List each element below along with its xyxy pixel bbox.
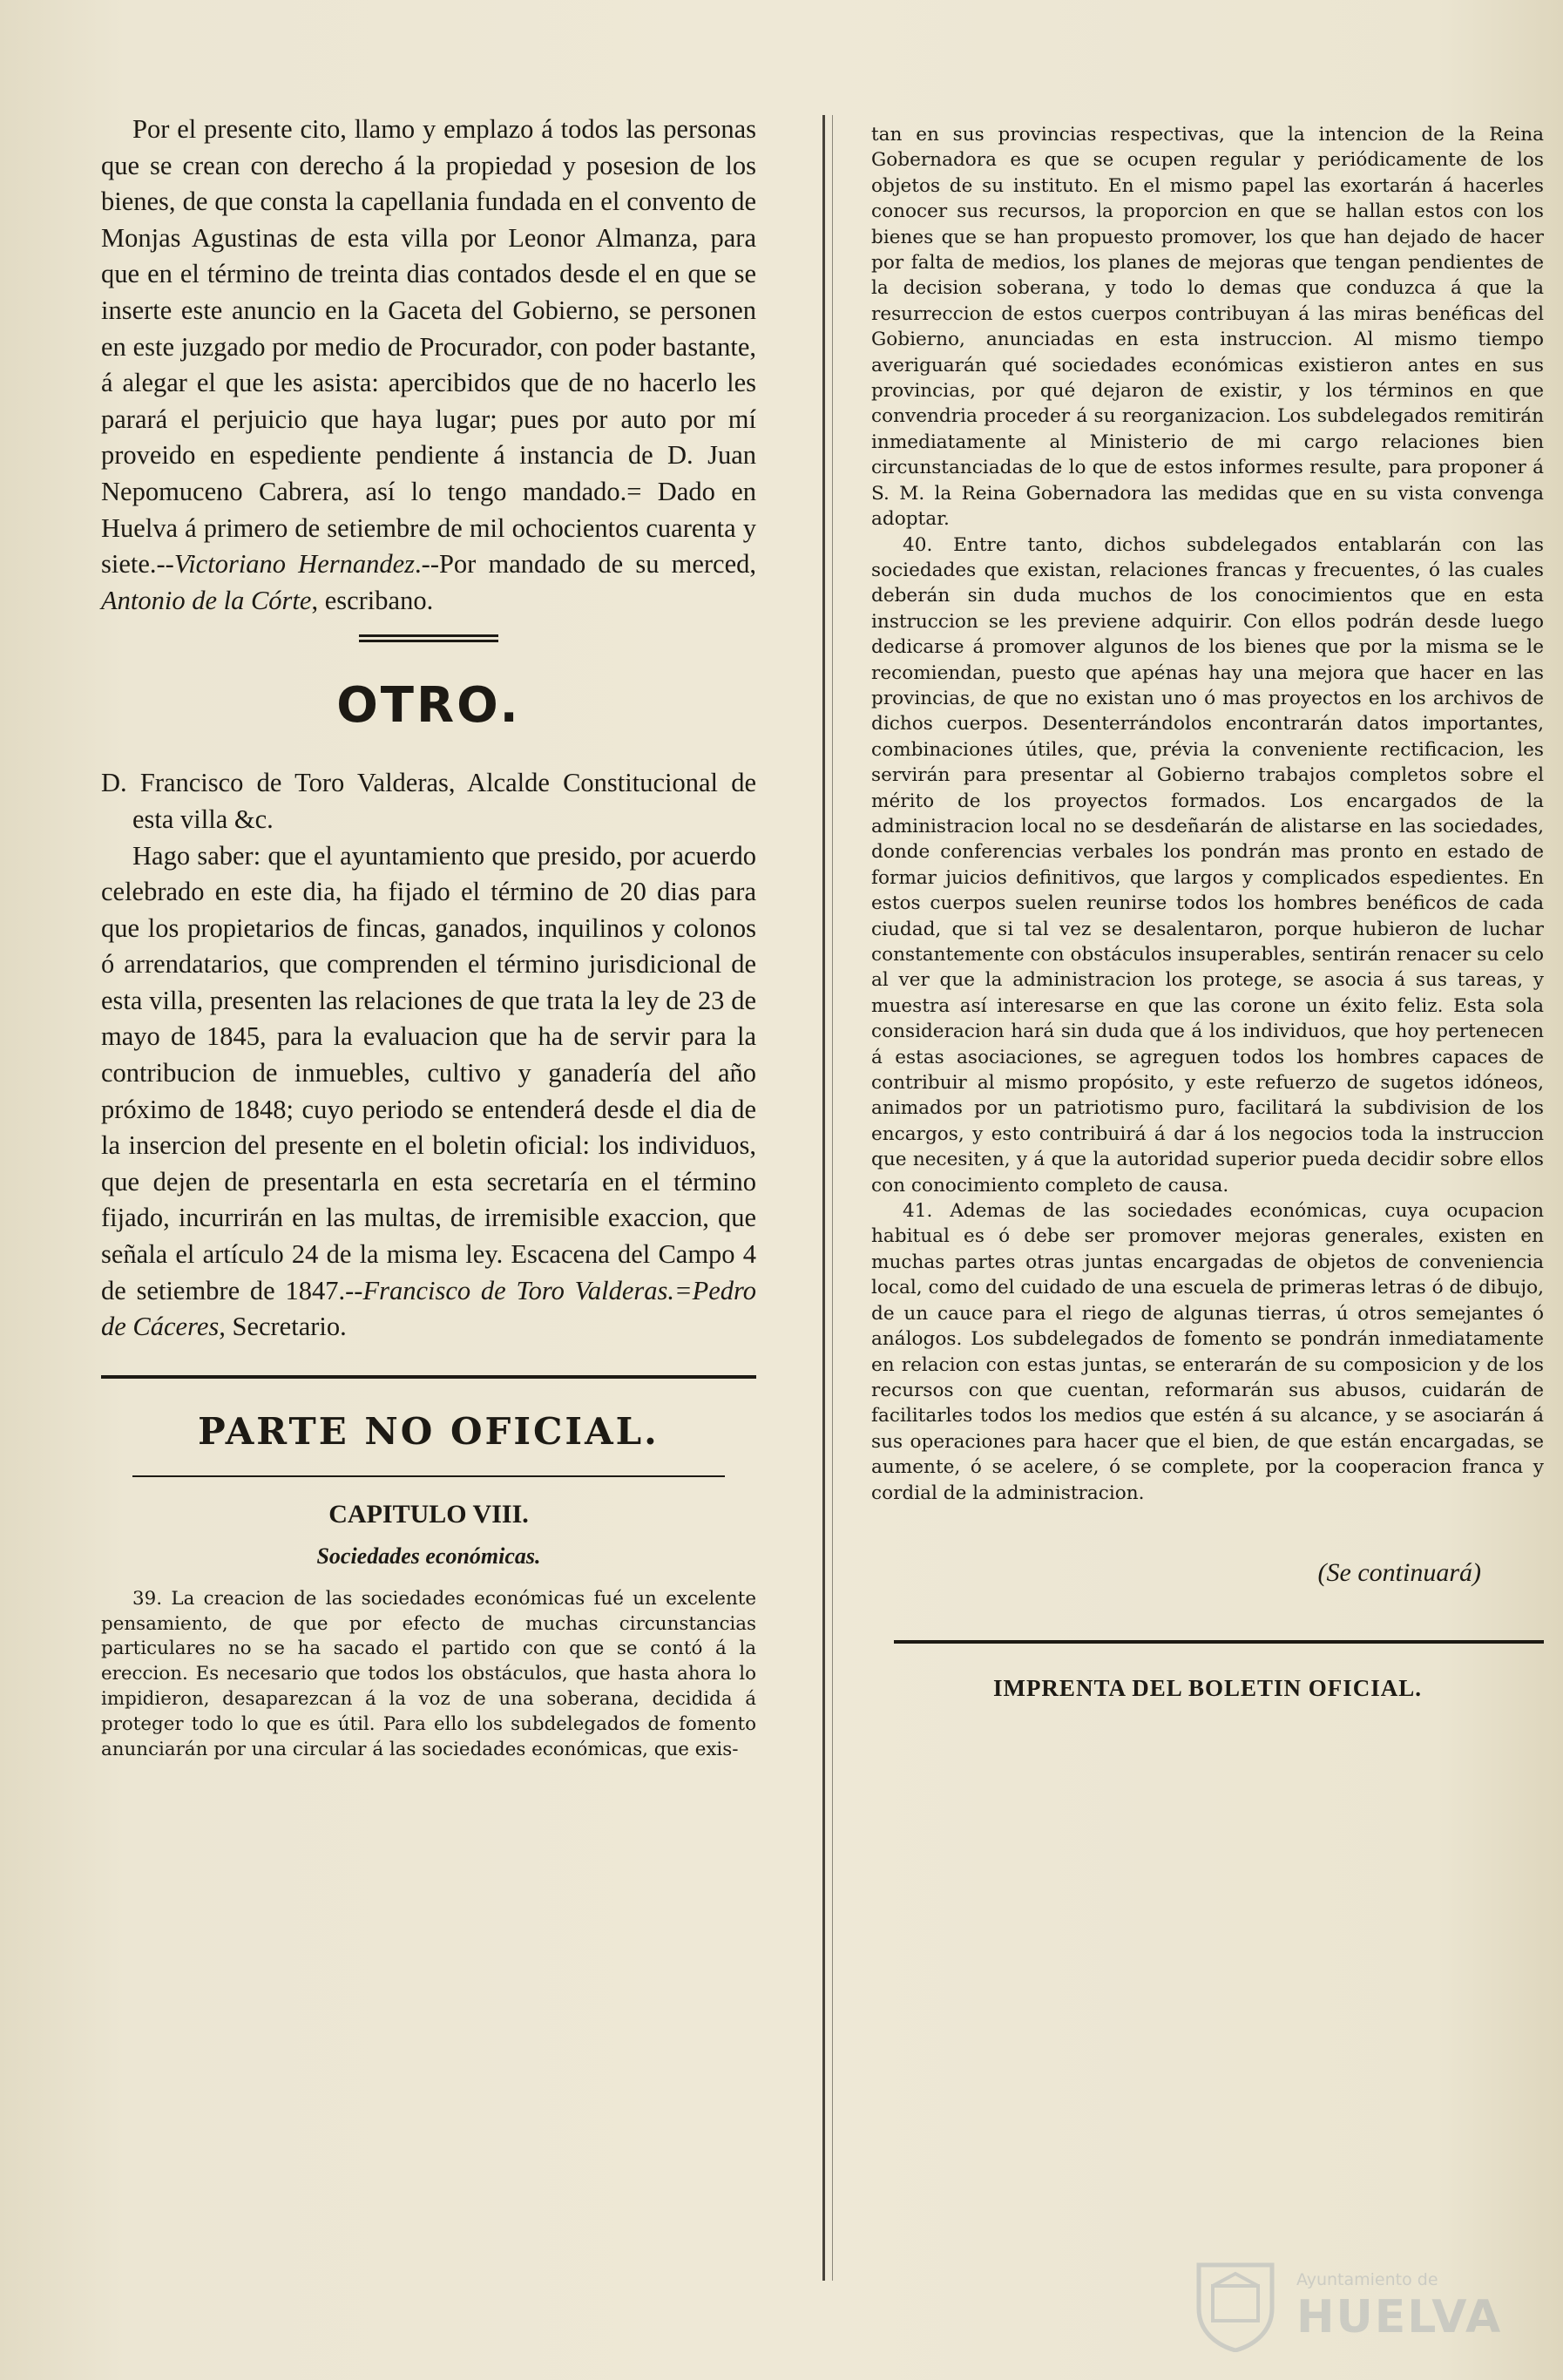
- citation-signature-2: Antonio de la Córte: [101, 585, 312, 615]
- chapter-subheading: Sociedades económicas.: [316, 1543, 541, 1569]
- citation-signature-1: Victoriano Hernandez: [173, 549, 416, 580]
- watermark-logo: [1194, 2258, 1507, 2354]
- article-41: 41. Ademas de las sociedades económicas, cuya ocupacion habitual es ó debe ser promover mejoras generales, existen en muchas partes otras juntas encargadas de objetos de conveniencia local, como del cuidado de una escuela de primeras letras ó de dibujo, de un cauce para el riego de algunas tierras, ú otros semejantes ó análogos. Los subdelegados de fomento se pondrán inmediatamente en relacion con estas juntas, se enterarán de su composicion y de los recursos con que cuentan, reformarán sus abusos, cuidarán de facilitarles todos los medios que estén á su alcance, y se asociarán á sus operaciones para hacer que el bien, de que están encargadas, se aumente, ó se acelere, ó se complete, por la cooperacion franca y cordial de la administracion.: [871, 1200, 1544, 1504]
- right-column: [871, 122, 1544, 1702]
- article-40: 40. Entre tanto, dichos subdelegados entablarán con las sociedades que existan, relaciones francas y frecuentes, ó las cuales deberán sin duda muchos de los conocimientos que en esta instruccion se les previene adquirir. Con ellos podrán desde luego dedicarse á promover algunos de los bienes que por la misma se le recomiendan, puesto que apénas hay una mejora que hacer en las provincias, de que no existan uno ó mas proyectos en los archivos de dichos cuerpos. Desenterrándolos encontrarán datos importantes, combinaciones útiles, que, prévia la conveniente rectificacion, les servirán para presentar al Gobierno trabajos completos sobre el mérito de los proyectos formados. Los encargados de la administracion local no se desdeñarán de alistarse en las sociedades, donde conferencias verbales los pondrán mas pronto en estado de formar juicios definitivos, que largos y complicados espedientes. En estos cuerpos suelen reunirse todos los hombres benéficos de cada ciudad, que si tal vez se desalentaron, porque hubieron de luchar constantemente con obstáculos insuperables, sentirán renacer su celo al ver que la administracion los protege, se asocia á sus tareas, y muestra así interesarse en que las corone un éxito feliz. Esta sola consideracion hará sin duda que á los individuos, que hoy pertenecen á estas asociaciones, se agreguen todos los hombres capaces de contribuir al mismo propósito, y este refuerzo de sugetos idóneos, animados por un patriotismo puro, facilitará la subdivision de los encargos, y esto contribuirá á dar á los negocios toda la instruccion que necesiten, y á que la autoridad superior pueda decidir sobre ellos con conocimiento completo de causa.: [871, 533, 1544, 1197]
- left-column: [101, 112, 756, 1762]
- shield-icon: [1194, 2260, 1277, 2352]
- citation-end: , escribano.: [311, 585, 434, 615]
- double-separator: [359, 634, 498, 642]
- alcalde-header: D. Francisco de Toro Valderas, Alcalde Constitucional de esta villa &c.: [101, 768, 756, 834]
- article-39: 39. La creacion de las sociedades económicas fué un excelente pensamiento, de que por efecto de muchas circunstancias particulares no se ha sacado el partido con que se contó á la ereccion. Es necesario que todos los obstáculos, que hasta ahora lo impidieron, desaparezcan á la voz de una soberana, decidida á proteger todo lo que es útil. Para ello los subdelegados de fomento anunciarán por una circular á las sociedades económicas, que exis-: [101, 1587, 756, 1760]
- closing-rule: [894, 1640, 1544, 1644]
- column-divider-thin: [832, 115, 833, 2281]
- section-rule: [101, 1375, 756, 1379]
- decree-text: Hago saber: que el ayuntamiento que presido, por acuerdo celebrado en este dia, ha fijado el término de 20 dias para que los propietarios de fincas, ganados, inquilinos y colonos ó arrendatarios, que comprenden el término jurisdicional de esta villa, presenten las relaciones de que trata la ley de 23 de mayo de 1845, para la evaluacion que ha de servir para la contribucion de inmuebles, cultivo y ganadería del año próximo de 1848; cuyo periodo se entenderá desde el dia de la insercion del presente en el boletin oficial: los individuos, que dejen de presentarla en esta secretaría en el término fijado, incurrirán en las multas, de irremisible exaccion, que señala el artículo 24 de la misma ley. Escacena del Campo 4 de setiembre de 1847.--: [101, 840, 756, 1305]
- watermark-line2: HUELVA: [1296, 2291, 1503, 2343]
- citation-text: Por el presente cito, llamo y emplazo á todos las personas que se crean con derecho á la propiedad y posesion de los bienes, de que consta la capellania fundada en el convento de Monjas Agustinas de esta villa por Leonor Almanza, para que en el término de treinta dias contados desde el en que se inserte este anuncio en la Gaceta del Gobierno, se personen en este juzgado por medio de Procurador, con poder bastante, á alegar el que les asista: apercibidos que de no hacerlo les parará el perjuicio que haya lugar; pues por auto por mí proveido en espediente pendiente á instancia de D. Juan Nepomuceno Cabrera, así lo tengo mandado.= Dado en Huelva á primero de setiembre de mil ochocientos cuarenta y siete.--: [101, 114, 756, 580]
- continuara-note: (Se continuará): [1317, 1557, 1481, 1587]
- otro-heading: OTRO.: [336, 677, 521, 735]
- watermark-line1: Ayuntamiento de: [1296, 2270, 1438, 2289]
- imprenta-footer: IMPRENTA DEL BOLETIN OFICIAL.: [992, 1674, 1423, 1701]
- decree-end: Secretario.: [232, 1312, 347, 1342]
- parte-no-oficial-heading: PARTE NO OFICIAL.: [198, 1409, 660, 1453]
- thin-rule: [132, 1475, 725, 1477]
- decree-signature: Francisco de Toro Valderas.=Pedro de Cáceres,: [101, 1275, 757, 1342]
- decree-paragraph: [101, 838, 756, 1346]
- citation-paragraph: [101, 112, 756, 619]
- article-39-continued: tan en sus provincias respectivas, que la intencion de la Reina Gobernadora es que se ocupen regular y periódicamente de los objetos de su instituto. En el mismo papel las exortarán á hacerles conocer sus recursos, la proporcion en que se hallan estos con los bienes que se han propuesto promover, los que han dejado de hacer por falta de medios, los planes de mejoras que tengan pendientes de la decision soberana, y todo lo demas que conduzca á que la resurreccion de estos cuerpos contribuyan á las miras benéficas del Gobierno, anunciadas en esta instruccion. Al mismo tiempo averiguarán qué sociedades económicas existieron antes en sus provincias, por qué dejaron de existir, y los términos en que convendria proceder á su reorganizacion. Los subdelegados remitirán inmediatamente al Ministerio de mi cargo relaciones bien circunstanciadas de lo que de estos informes resulte, para proponer á S. M. la Reina Gobernadora las medidas que en su vista convenga adoptar.: [871, 124, 1544, 531]
- column-divider: [822, 115, 825, 2281]
- citation-middle: .--Por mandado de su merced,: [415, 549, 756, 580]
- chapter-heading: CAPITULO VIII.: [328, 1499, 529, 1529]
